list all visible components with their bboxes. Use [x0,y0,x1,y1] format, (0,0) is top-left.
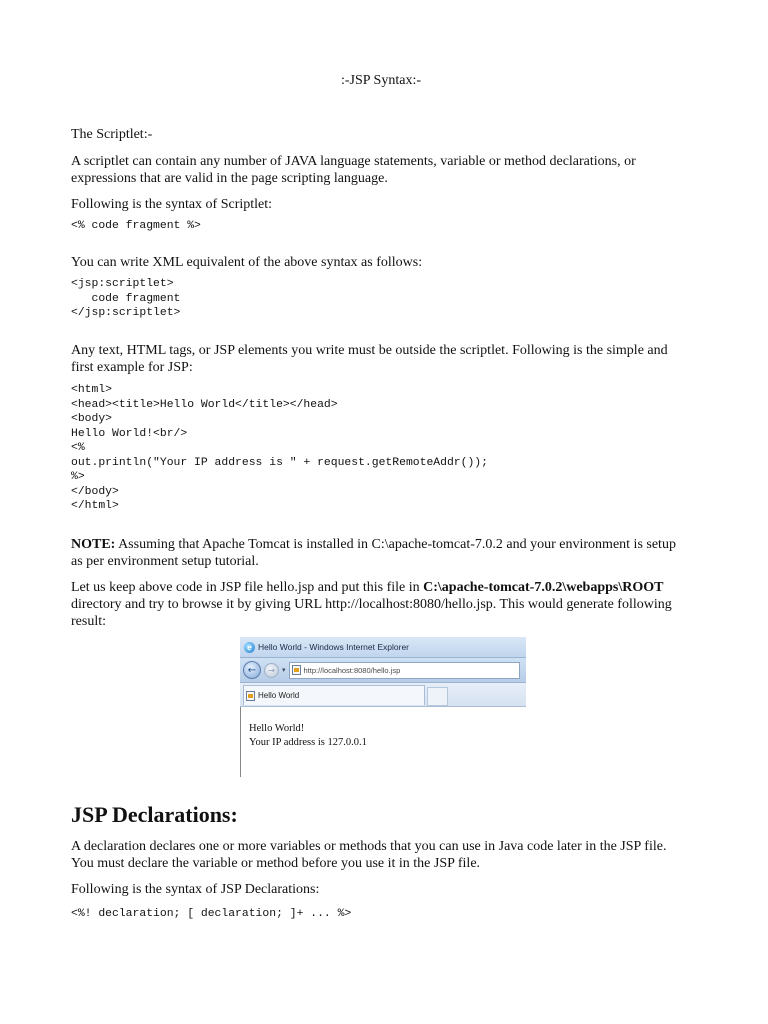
xml-equivalent-code: <jsp:scriptlet> code fragment </jsp:scriptlet> [71,278,181,319]
example-code: <html> <head><title>Hello World</title></head> <body> Hello World!<br/> <% out.println("Your IP address is " + request.getRemoteAddr()); %> </body> </html> [71,384,488,512]
browser-tab [243,685,425,705]
browser-output [249,722,367,749]
new-tab-button [427,687,448,706]
run-instructions [71,579,691,630]
browser-title-bar [240,637,526,658]
ie-logo-icon: e [244,642,255,653]
scriptlet-heading: The Scriptlet:- [71,127,153,142]
scriptlet-note-text: Any text, HTML tags, or JSP elements you write must be outside the scriptlet. Following is the simple and first example for JSP: [71,343,668,375]
browser-nav-bar [240,658,526,683]
output-line-1: Hello World! [249,723,305,734]
page-title: :-JSP Syntax:- [341,73,421,88]
address-url: http://localhost:8080/hello.jsp [303,665,401,675]
tab-page-icon [246,691,255,701]
scriptlet-syntax-label: Following is the syntax of Scriptlet: [71,197,273,212]
output-line-2: Your IP address is 127.0.0.1 [249,736,367,748]
forward-icon: → [264,663,279,678]
run-text-before: Let us keep above code in JSP file hello.jsp and put this file in [71,580,424,595]
back-icon: ← [243,661,261,679]
browser-content [240,707,527,777]
note-text: Assuming that Apache Tomcat is installed in C:\apache-tomcat-7.0.2 and your environment is setup as per environment setup tutorial. [71,537,676,569]
tab-label: Hello World [258,691,300,700]
page-icon [292,665,301,675]
declarations-heading: JSP Declarations: [71,802,238,827]
note-label: NOTE: [71,537,116,552]
declarations-syntax-code: <%! declaration; [ declaration; ]+ ... %> [71,908,352,920]
browser-window-title: Hello World - Windows Internet Explorer [258,642,410,652]
declarations-syntax-label: Following is the syntax of JSP Declarations: [71,882,320,897]
address-bar [289,662,520,679]
declarations-intro: A declaration declares one or more variables or methods that you can use in Java code later in the JSP file. You must declare the variable or method before you use it in the JSP file. [71,839,667,871]
xml-equivalent-label: You can write XML equivalent of the above syntax as follows: [71,255,423,270]
scriptlet-syntax-code: <% code fragment %> [71,220,201,232]
browser-screenshot [240,637,526,777]
run-text-after: directory and try to browse it by giving URL http://localhost:8080/hello.jsp. This would generate following result: [71,597,672,629]
scriptlet-intro: A scriptlet can contain any number of JAVA language statements, variable or method declarations, or expressions that are valid in the page scripting language. [71,154,636,186]
chevron-down-icon: ▾ [282,666,286,674]
tomcat-note [71,536,691,570]
browser-tab-strip [240,683,526,707]
root-path: C:\apache-tomcat-7.0.2\webapps\ROOT [423,580,664,595]
